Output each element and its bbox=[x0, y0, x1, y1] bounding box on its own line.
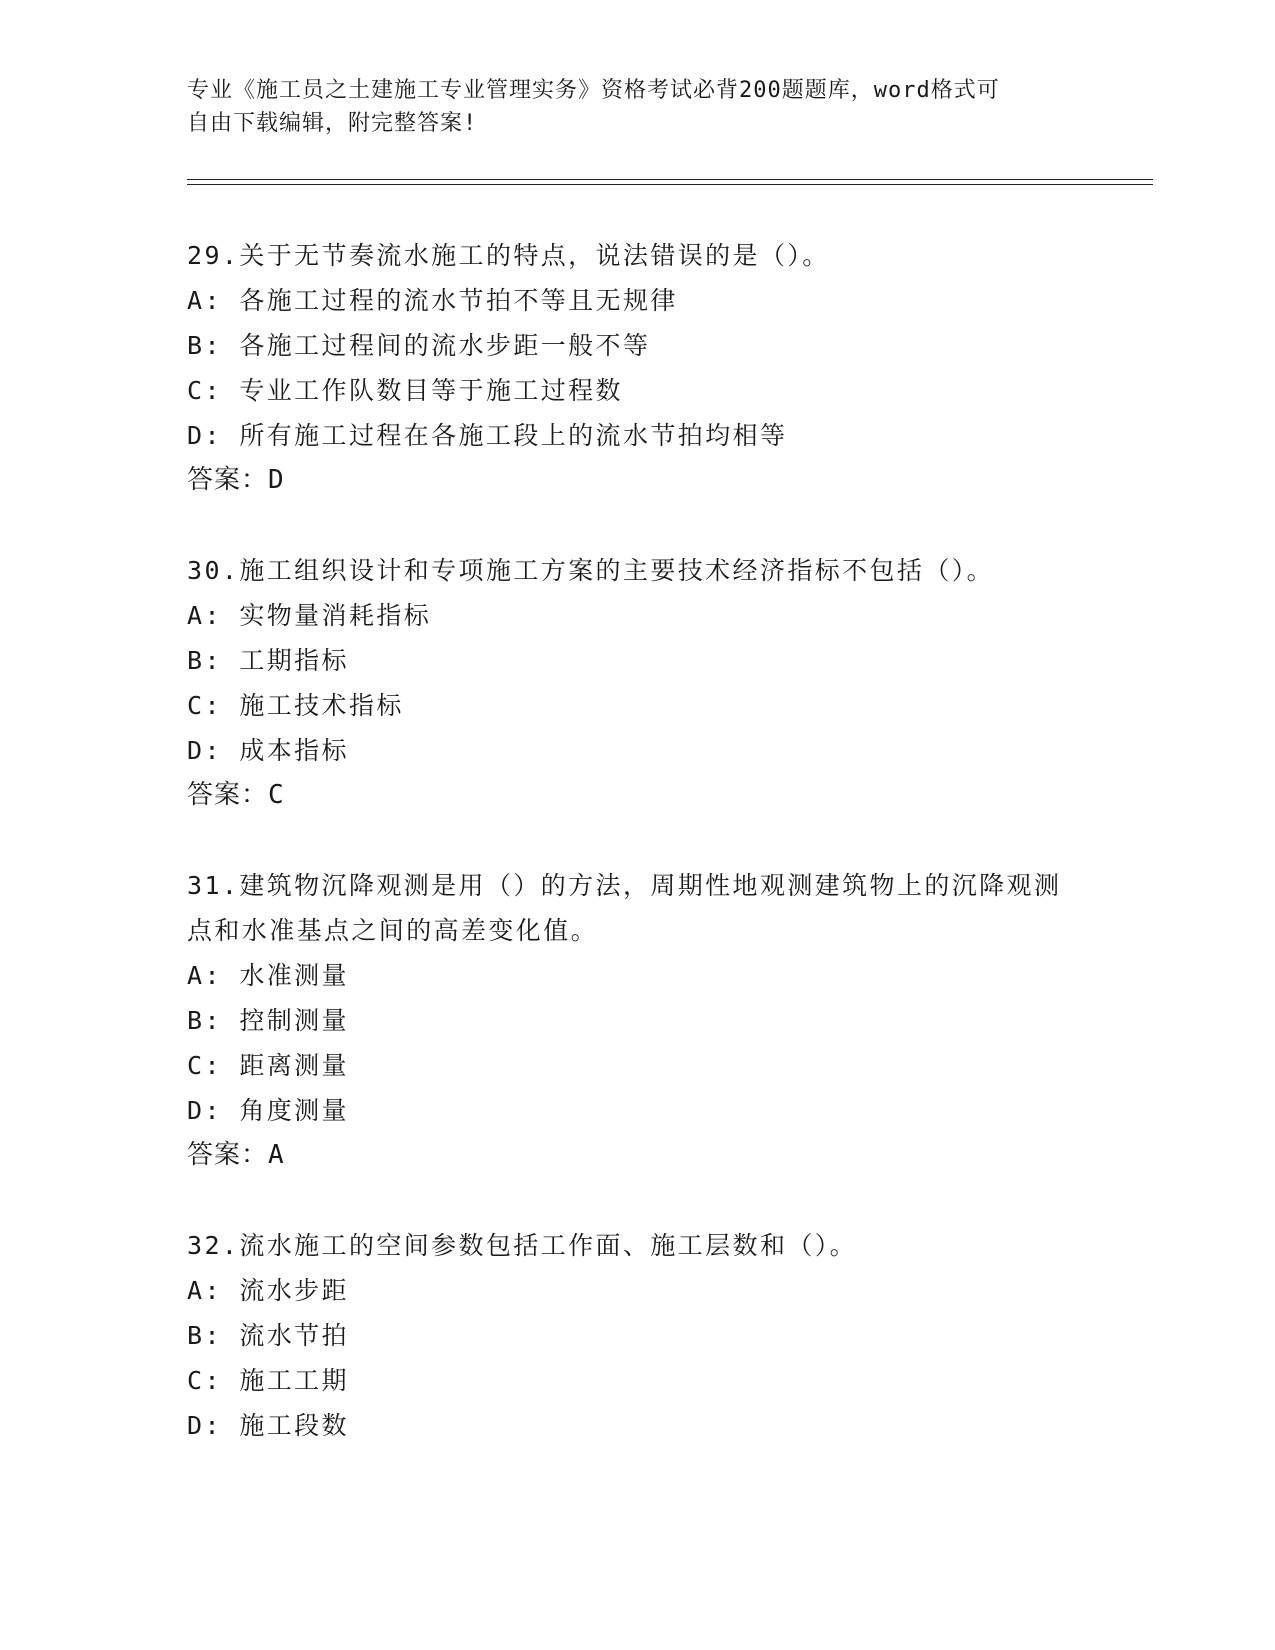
document-header bbox=[187, 74, 1067, 140]
option-b: B: 流水节拍 bbox=[187, 1321, 349, 1350]
option-c: C: 距离测量 bbox=[187, 1051, 349, 1080]
question-list bbox=[187, 233, 1087, 1493]
question-32 bbox=[187, 1223, 1087, 1448]
option-d: D: 成本指标 bbox=[187, 736, 349, 765]
question-text: 30.施工组织设计和专项施工方案的主要技术经济指标不包括（）。 bbox=[187, 556, 995, 585]
answer-value: C bbox=[268, 780, 285, 810]
header-divider bbox=[187, 179, 1153, 185]
question-30 bbox=[187, 548, 1087, 818]
option-d: D: 施工段数 bbox=[187, 1411, 349, 1440]
question-text: 29.关于无节奏流水施工的特点，说法错误的是（）。 bbox=[187, 241, 830, 270]
question-text: 32.流水施工的空间参数包括工作面、施工层数和（）。 bbox=[187, 1231, 858, 1260]
answer-label: 答案： bbox=[187, 780, 269, 810]
option-b: B: 工期指标 bbox=[187, 646, 349, 675]
question-29 bbox=[187, 233, 1087, 503]
answer-line bbox=[187, 458, 1087, 503]
header-line-2: 自由下载编辑，附完整答案! bbox=[187, 111, 478, 136]
option-d: D: 角度测量 bbox=[187, 1096, 349, 1125]
answer-value: D bbox=[268, 465, 285, 495]
answer-label: 答案： bbox=[187, 1140, 269, 1170]
answer-value: A bbox=[268, 1140, 285, 1170]
answer-line bbox=[187, 1133, 1087, 1178]
answer-label: 答案： bbox=[187, 465, 269, 495]
option-a: A: 流水步距 bbox=[187, 1276, 349, 1305]
option-b: B: 控制测量 bbox=[187, 1006, 349, 1035]
option-a: A: 各施工过程的流水节拍不等且无规律 bbox=[187, 286, 678, 315]
answer-line bbox=[187, 773, 1087, 818]
option-a: A: 实物量消耗指标 bbox=[187, 601, 432, 630]
question-31 bbox=[187, 863, 1087, 1178]
option-a: A: 水准测量 bbox=[187, 961, 349, 990]
header-line-1: 专业《施工员之土建施工专业管理实务》资格考试必背200题题库，word格式可 bbox=[187, 78, 1000, 103]
option-c: C: 施工技术指标 bbox=[187, 691, 404, 720]
question-text: 31.建筑物沉降观测是用（）的方法，周期性地观测建筑物上的沉降观测点和水准基点之间的高差变化值。 bbox=[187, 871, 1062, 945]
option-d: D: 所有施工过程在各施工段上的流水节拍均相等 bbox=[187, 421, 788, 450]
option-c: C: 施工工期 bbox=[187, 1366, 349, 1395]
option-c: C: 专业工作队数目等于施工过程数 bbox=[187, 376, 623, 405]
option-b: B: 各施工过程间的流水步距一般不等 bbox=[187, 331, 651, 360]
